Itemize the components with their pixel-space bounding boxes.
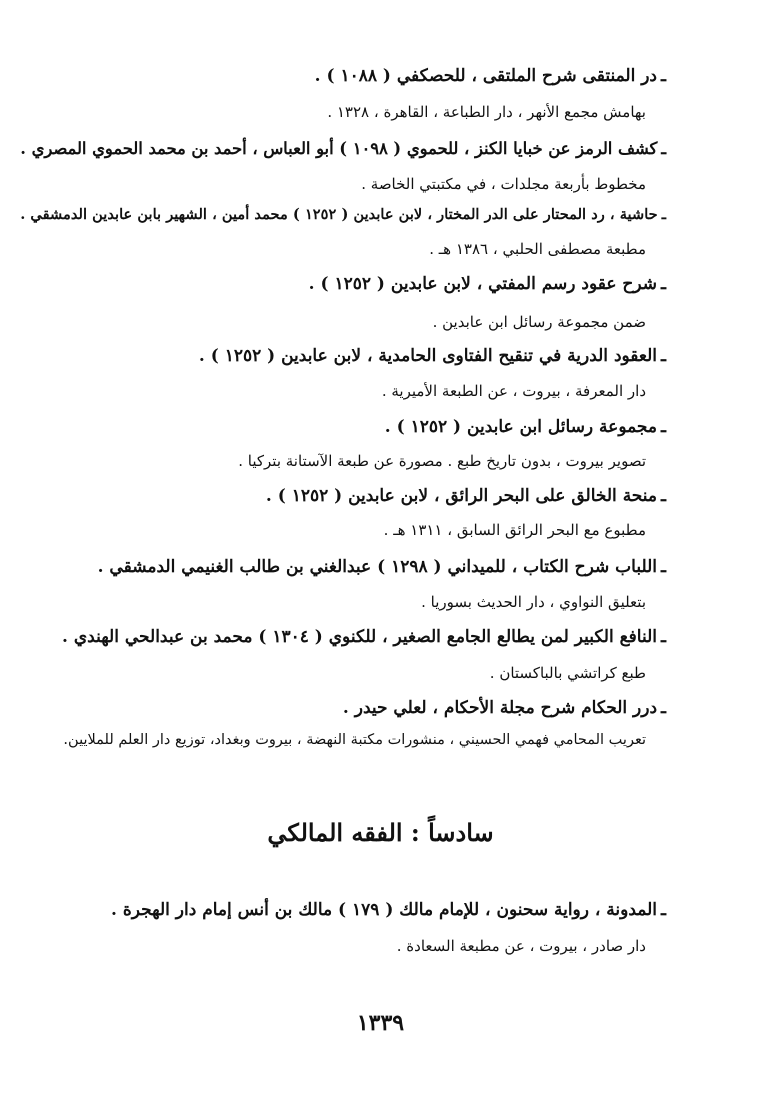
entry-dash: ـ bbox=[661, 627, 666, 647]
entry-title-text: حاشية ، رد المحتار على الدر المختار ، لابن عابدين ( ١٢٥٢ ) محمد أمين ، الشهير بابن عابدين الدمشقي . bbox=[20, 206, 658, 223]
entry-title-text: اللباب شرح الكتاب ، للميداني ( ١٢٩٨ ) عبدالغني بن طالب الغنيمي الدمشقي . bbox=[97, 557, 658, 577]
entry-dash: ـ bbox=[661, 206, 666, 223]
entry-dash: ـ bbox=[661, 417, 666, 437]
entry-dash: ـ bbox=[661, 346, 666, 366]
bibliography-entry-title bbox=[62, 627, 666, 647]
section-heading: سادساً : الفقه المالكي bbox=[267, 818, 494, 847]
bibliography-entry-publication: مطبعة مصطفى الحلبي ، ١٣٨٦ هـ . bbox=[429, 240, 646, 258]
entry-title-text: شرح عقود رسم المفتي ، لابن عابدين ( ١٢٥٢ ) . bbox=[308, 274, 658, 294]
entry-title-text: منحة الخالق على البحر الرائق ، لابن عابدين ( ١٢٥٢ ) . bbox=[265, 486, 658, 506]
bibliography-entry-title bbox=[266, 486, 666, 506]
bibliography-entry-title bbox=[385, 417, 666, 437]
bibliography-entry-title bbox=[111, 900, 666, 920]
entry-title-text: كشف الرمز عن خبايا الكنز ، للحموي ( ١٠٩٨ ) أبو العباس ، أحمد بن محمد الحموي المصري . bbox=[20, 139, 658, 158]
bibliography-entry-publication: تصوير بيروت ، بدون تاريخ طبع . مصورة عن طبعة الآستانة بتركيا . bbox=[238, 452, 646, 470]
entry-dash: ـ bbox=[661, 139, 666, 158]
entry-title-text: در المنتقى شرح الملتقى ، للحصكفي ( ١٠٨٨ ) . bbox=[314, 66, 658, 86]
bibliography-entry-title bbox=[20, 139, 666, 158]
entry-title-text: درر الحكام شرح مجلة الأحكام ، لعلي حيدر . bbox=[342, 698, 658, 718]
entry-title-text: النافع الكبير لمن يطالع الجامع الصغير ، للكنوي ( ١٣٠٤ ) محمد بن عبدالحي الهندي . bbox=[62, 627, 658, 647]
bibliography-entry-publication: طبع كراتشي بالباكستان . bbox=[489, 664, 646, 682]
entry-title-text: العقود الدرية في تنقيح الفتاوى الحامدية ، لابن عابدين ( ١٢٥٢ ) . bbox=[198, 346, 658, 366]
bibliography-entry-title bbox=[315, 66, 666, 86]
bibliography-entry-publication: دار المعرفة ، بيروت ، عن الطبعة الأميرية . bbox=[381, 382, 646, 400]
entry-dash: ـ bbox=[661, 66, 666, 86]
page-number: ١٣٣٩ bbox=[356, 1010, 405, 1036]
bibliography-entry-title bbox=[343, 698, 666, 718]
bibliography-entry-title bbox=[20, 206, 666, 223]
entry-dash: ـ bbox=[661, 698, 666, 718]
entry-title-text: مجموعة رسائل ابن عابدين ( ١٢٥٢ ) . bbox=[384, 417, 658, 437]
bibliography-entry-publication: ضمن مجموعة رسائل ابن عابدين . bbox=[432, 313, 646, 331]
bibliography-entry-title bbox=[309, 274, 666, 294]
bibliography-entry-title bbox=[98, 557, 666, 577]
entry-dash: ـ bbox=[661, 274, 666, 294]
bibliography-entry-publication: تعريب المحامي فهمي الحسيني ، منشورات مكتبة النهضة ، بيروت وبغداد، توزيع دار العلم للملايين. bbox=[63, 732, 646, 748]
entry-dash: ـ bbox=[661, 557, 666, 577]
entry-title-text: المدونة ، رواية سحنون ، للإمام مالك ( ١٧٩ ) مالك بن أنس إمام دار الهجرة . bbox=[111, 900, 658, 920]
entry-dash: ـ bbox=[661, 486, 666, 506]
bibliography-entry-publication: بتعليق النواوي ، دار الحديث بسوريا . bbox=[421, 593, 646, 611]
bibliography-entry-publication: مطبوع مع البحر الرائق السابق ، ١٣١١ هـ . bbox=[383, 521, 646, 539]
bibliography-entry-publication: مخطوط بأربعة مجلدات ، في مكتبتي الخاصة . bbox=[361, 175, 646, 193]
bibliography-entry-publication: دار صادر ، بيروت ، عن مطبعة السعادة . bbox=[396, 937, 646, 955]
bibliography-entry-publication: بهامش مجمع الأنهر ، دار الطباعة ، القاهرة ، ١٣٢٨ . bbox=[327, 103, 646, 121]
bibliography-entry-title bbox=[199, 346, 666, 366]
entry-dash: ـ bbox=[661, 900, 666, 920]
